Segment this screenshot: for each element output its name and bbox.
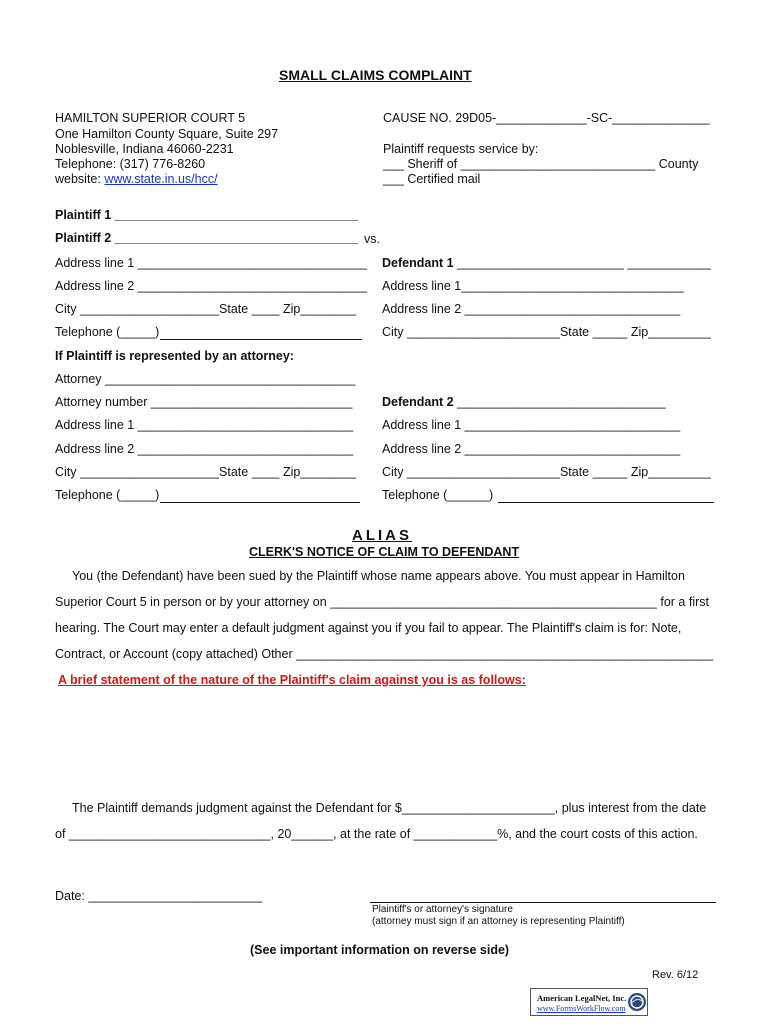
court-name: HAMILTON SUPERIOR COURT 5 [55, 111, 246, 125]
signature-line [370, 902, 716, 903]
service-heading: Plaintiff requests service by: [383, 142, 539, 156]
alias-heading: ALIAS [352, 527, 412, 544]
attorney-telephone-line [160, 502, 360, 503]
publisher-seal [530, 988, 648, 1016]
defendant-1-address-line-1: Address line 1________________________________ [382, 279, 684, 293]
signature-caption: Plaintiff's or attorney's signature [372, 904, 513, 915]
judgment-line-1: The Plaintiff demands judgment against the Defendant for $______________________, plus interest from the date [72, 801, 707, 815]
attorney-name-field: Attorney ____________________________________ [55, 372, 356, 386]
court-website-link[interactable]: www.state.in.us/hcc/ [104, 172, 218, 186]
notice-line-2: Superior Court 5 in person or by your attorney on _______________________________________________ for a first [55, 595, 709, 609]
defendant-2-field [382, 395, 666, 411]
defendant-1-field [382, 256, 711, 272]
clerk-notice-heading: CLERK'S NOTICE OF CLAIM TO DEFENDANT [249, 545, 520, 559]
notice-line-4: Contract, or Account (copy attached) Other ____________________________________________________________ [55, 647, 714, 661]
defendant-2-address-line-1: Address line 1 _______________________________ [382, 418, 681, 432]
attorney-number-field: Attorney number _____________________________ [55, 395, 353, 409]
plaintiff-2-field: Plaintiff 2 ___________________________________ [55, 231, 359, 245]
plaintiff-telephone: Telephone (_____) [55, 325, 160, 339]
cause-number: CAUSE NO. 29D05-_____________-SC-______________ [383, 111, 710, 125]
notice-line-1: You (the Defendant) have been sued by the Plaintiff whose name appears above. You must appear in Hamilton [72, 569, 685, 583]
defendant-2-city-state-zip: City ______________________State _____ Zip_________ [382, 465, 711, 479]
signature-caption-note: (attorney must sign if an attorney is representing Plaintiff) [372, 916, 625, 927]
plaintiff-1-field: Plaintiff 1 ___________________________________ [55, 208, 359, 222]
versus-label: vs. [364, 232, 380, 246]
plaintiff-telephone-line [160, 339, 362, 340]
revision-label: Rev. 6/12 [652, 969, 699, 981]
defendant-1-line: ________________________ ____________ [453, 256, 711, 270]
attorney-telephone: Telephone (_____) [55, 488, 160, 502]
court-telephone: Telephone: (317) 776-8260 [55, 157, 206, 171]
court-address-line-2: Noblesville, Indiana 46060-2231 [55, 142, 234, 156]
plaintiff-city-state-zip: City ____________________State ____ Zip________ [55, 302, 356, 316]
defendant-2-line: ______________________________ [453, 395, 666, 409]
publisher-logo-icon [627, 992, 647, 1012]
judgment-line-2: of _____________________________, 20______, at the rate of ____________%, and the court costs of this action. [55, 827, 698, 841]
attorney-address-line-1: Address line 1 _______________________________ [55, 418, 354, 432]
publisher-link[interactable]: www.FormsWorkFlow.com [537, 1004, 626, 1013]
date-field: Date: _________________________ [55, 889, 263, 903]
court-website-label: website: [55, 172, 105, 186]
defendant-2-label: Defendant 2 [382, 395, 454, 409]
plaintiff-address-line-2: Address line 2 _________________________________ [55, 279, 368, 293]
claim-statement-heading: A brief statement of the nature of the Plaintiff's claim against you is as follows: [58, 673, 526, 687]
attorney-city-state-zip: City ____________________State ____ Zip________ [55, 465, 356, 479]
attorney-address-line-2: Address line 2 _______________________________ [55, 442, 354, 456]
service-certified-mail-option: ___ Certified mail [383, 172, 481, 186]
service-sheriff-option: ___ Sheriff of ____________________________ County [383, 157, 699, 171]
defendant-1-address-line-2: Address line 2 _______________________________ [382, 302, 681, 316]
notice-line-3: hearing. The Court may enter a default judgment against you if you fail to appear. The Plaintiff's claim is for: Note, [55, 621, 682, 635]
defendant-1-label: Defendant 1 [382, 256, 454, 270]
attorney-heading: If Plaintiff is represented by an attorney: [55, 349, 294, 363]
defendant-1-city-state-zip: City ______________________State _____ Zip_________ [382, 325, 711, 339]
defendant-2-address-line-2: Address line 2 _______________________________ [382, 442, 681, 456]
reverse-side-note: (See important information on reverse side) [250, 943, 510, 957]
defendant-2-telephone-line [498, 502, 714, 503]
defendant-2-telephone: Telephone (______) [382, 488, 494, 502]
form-title: SMALL CLAIMS COMPLAINT [279, 67, 472, 83]
plaintiff-address-line-1: Address line 1 _________________________________ [55, 256, 368, 270]
court-website [55, 172, 218, 188]
court-address-line-1: One Hamilton County Square, Suite 297 [55, 127, 279, 141]
publisher-name: American LegalNet, Inc. [537, 993, 627, 1003]
